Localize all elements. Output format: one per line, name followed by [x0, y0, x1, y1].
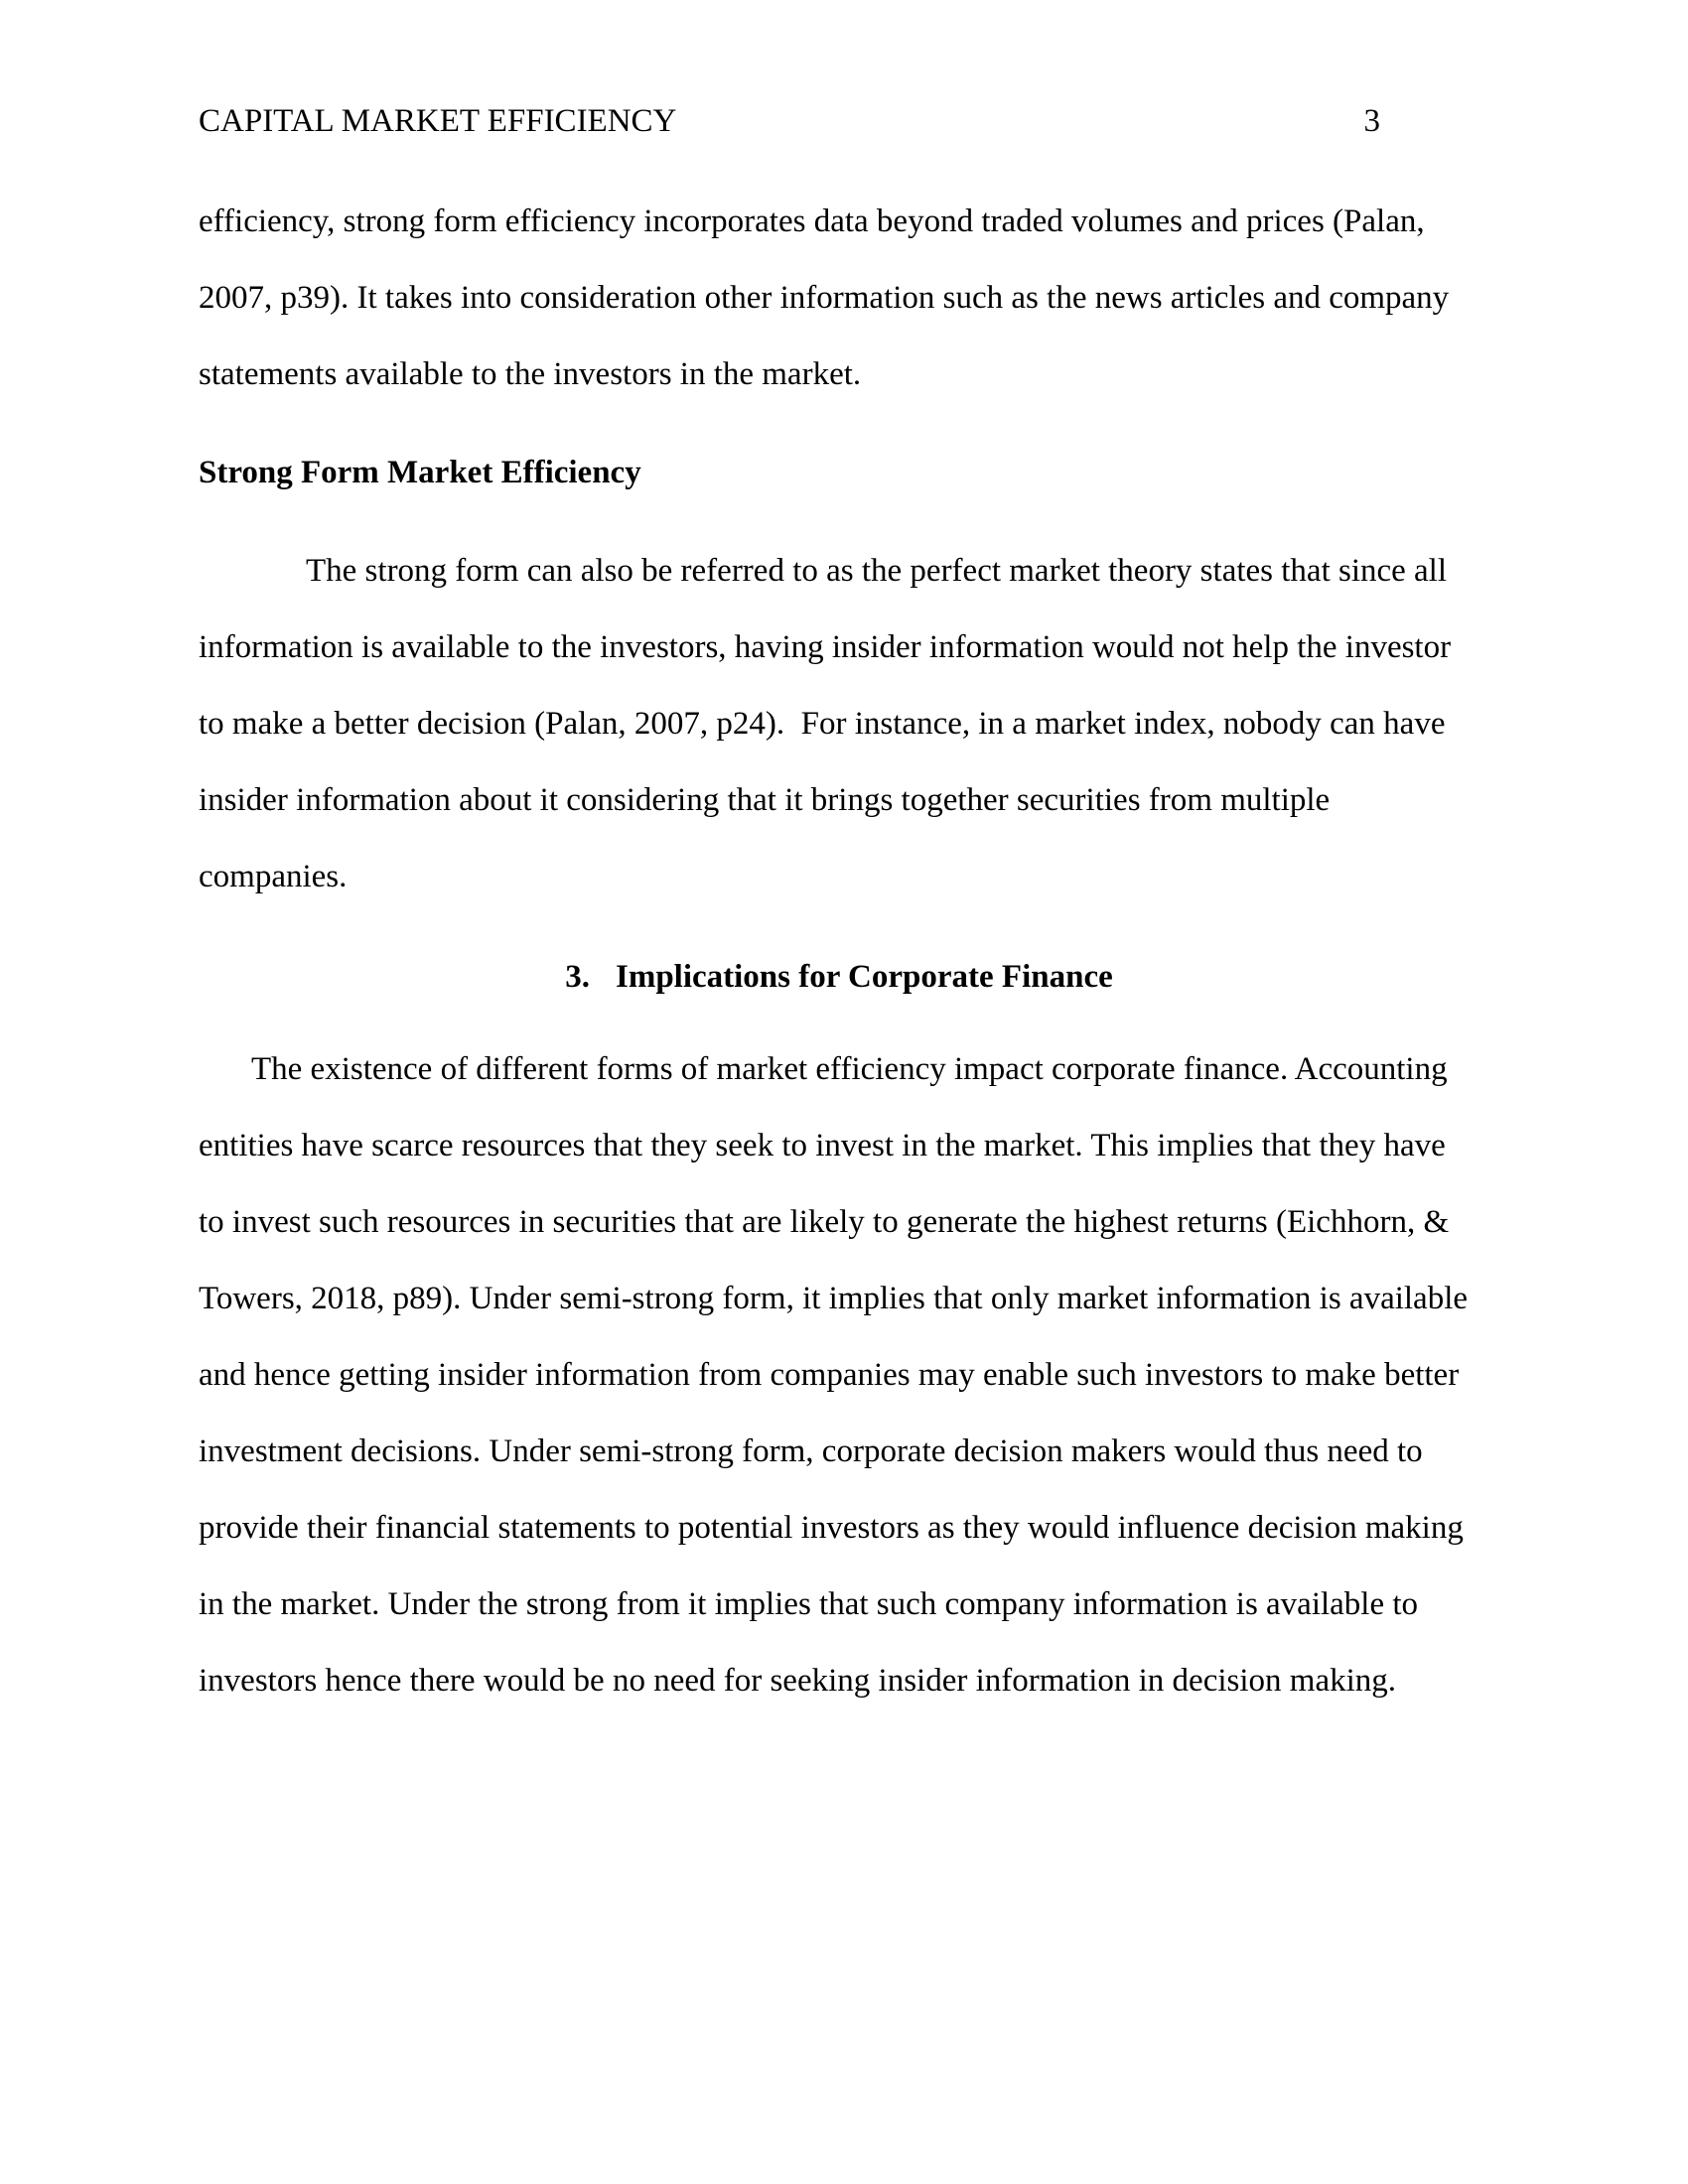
text-line: entities have scarce resources that they seek to invest in the market. This implies that they have: [199, 1128, 1446, 1163]
section-heading-centered: [199, 939, 1479, 1016]
heading-number: 3.: [565, 959, 590, 995]
paragraph: [199, 533, 1479, 915]
running-head-title: CAPITAL MARKET EFFICIENCY: [199, 103, 677, 139]
heading-text: Implications for Corporate Finance: [615, 959, 1113, 995]
text-line: insider information about it considering that it brings together securities from multiple: [199, 782, 1331, 818]
text-line: statements available to the investors in the market.: [199, 356, 862, 392]
text-line: The strong form can also be referred to as the perfect market theory states that since all: [306, 553, 1448, 589]
section-heading: Strong Form Market Efficiency: [199, 455, 641, 490]
document-body: [199, 184, 1479, 1719]
text-line: to make a better decision (Palan, 2007, p24). For instance, in a market index, nobody can have: [199, 706, 1446, 742]
text-line: investment decisions. Under semi-strong form, corporate decision makers would thus need to: [199, 1433, 1423, 1469]
text-line: in the market. Under the strong from it implies that such company information is available to: [199, 1586, 1419, 1622]
page-number: 3: [1363, 103, 1380, 139]
text-line: and hence getting insider information from companies may enable such investors to make better: [199, 1357, 1460, 1393]
running-head: [199, 101, 1479, 141]
text-line: Towers, 2018, p89). Under semi-strong form, it implies that only market information is available: [199, 1281, 1469, 1316]
text-line: provide their financial statements to potential investors as they would influence decision making: [199, 1510, 1464, 1546]
text-line: The existence of different forms of market efficiency impact corporate finance. Accounting: [251, 1051, 1448, 1087]
text-line: to invest such resources in securities that are likely to generate the highest returns (Eichhorn, &: [199, 1204, 1450, 1240]
paragraph: [199, 184, 1479, 413]
text-line: 2007, p39). It takes into consideration other information such as the news articles and company: [199, 280, 1450, 316]
text-line: information is available to the investors, having insider information would not help the investor: [199, 629, 1452, 665]
paragraph: [199, 1031, 1479, 1719]
text-line: investors hence there would be no need for seeking insider information in decision making.: [199, 1663, 1397, 1699]
text-line: companies.: [199, 859, 348, 894]
text-line: efficiency, strong form efficiency incorporates data beyond traded volumes and prices (Palan,: [199, 204, 1425, 239]
